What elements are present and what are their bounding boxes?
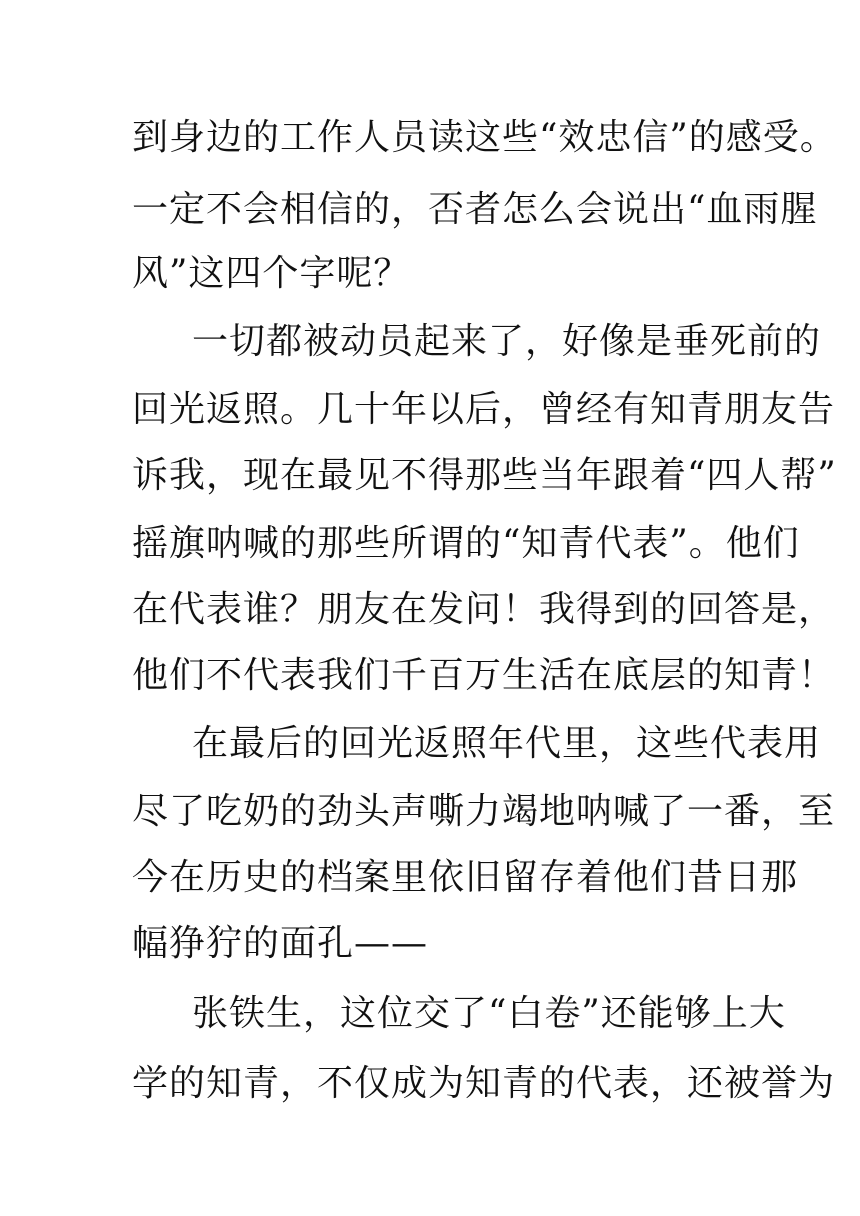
- text-line: 回光返照。几十年以后，曾经有知青朋友告: [132, 389, 836, 430]
- text-line: 尽了吃奶的劲头声嘶力竭地呐喊了一番，至: [132, 791, 836, 832]
- text-line: 他们不代表我们千百万生活在底层的知青！: [132, 655, 836, 696]
- paragraph-first-line: 张铁生，这位交了“白卷”还能够上大: [192, 993, 786, 1034]
- text-line: 诉我，现在最见不得那些当年跟着“四人帮”: [132, 455, 837, 496]
- text-line: 在代表谁？朋友在发问！我得到的回答是，: [132, 589, 836, 630]
- text-line: 幅狰狞的面孔——: [132, 923, 429, 964]
- text-line: 学的知青，不仅成为知青的代表，还被誉为: [132, 1063, 836, 1104]
- text-line: 摇旗呐喊的那些所谓的“知青代表”。他们: [132, 523, 800, 564]
- paragraph-first-line: 在最后的回光返照年代里，这些代表用: [192, 723, 822, 764]
- text-line: 到身边的工作人员读这些“效忠信”的感受。: [132, 117, 837, 158]
- text-line: 一定不会相信的，否者怎么会说出“血雨腥: [132, 189, 818, 230]
- text-line: 风”这四个字呢？: [132, 253, 411, 294]
- text-line: 今在历史的档案里依旧留存着他们昔日那: [132, 857, 799, 898]
- paragraph-first-line: 一切都被动员起来了，好像是垂死前的: [192, 321, 822, 362]
